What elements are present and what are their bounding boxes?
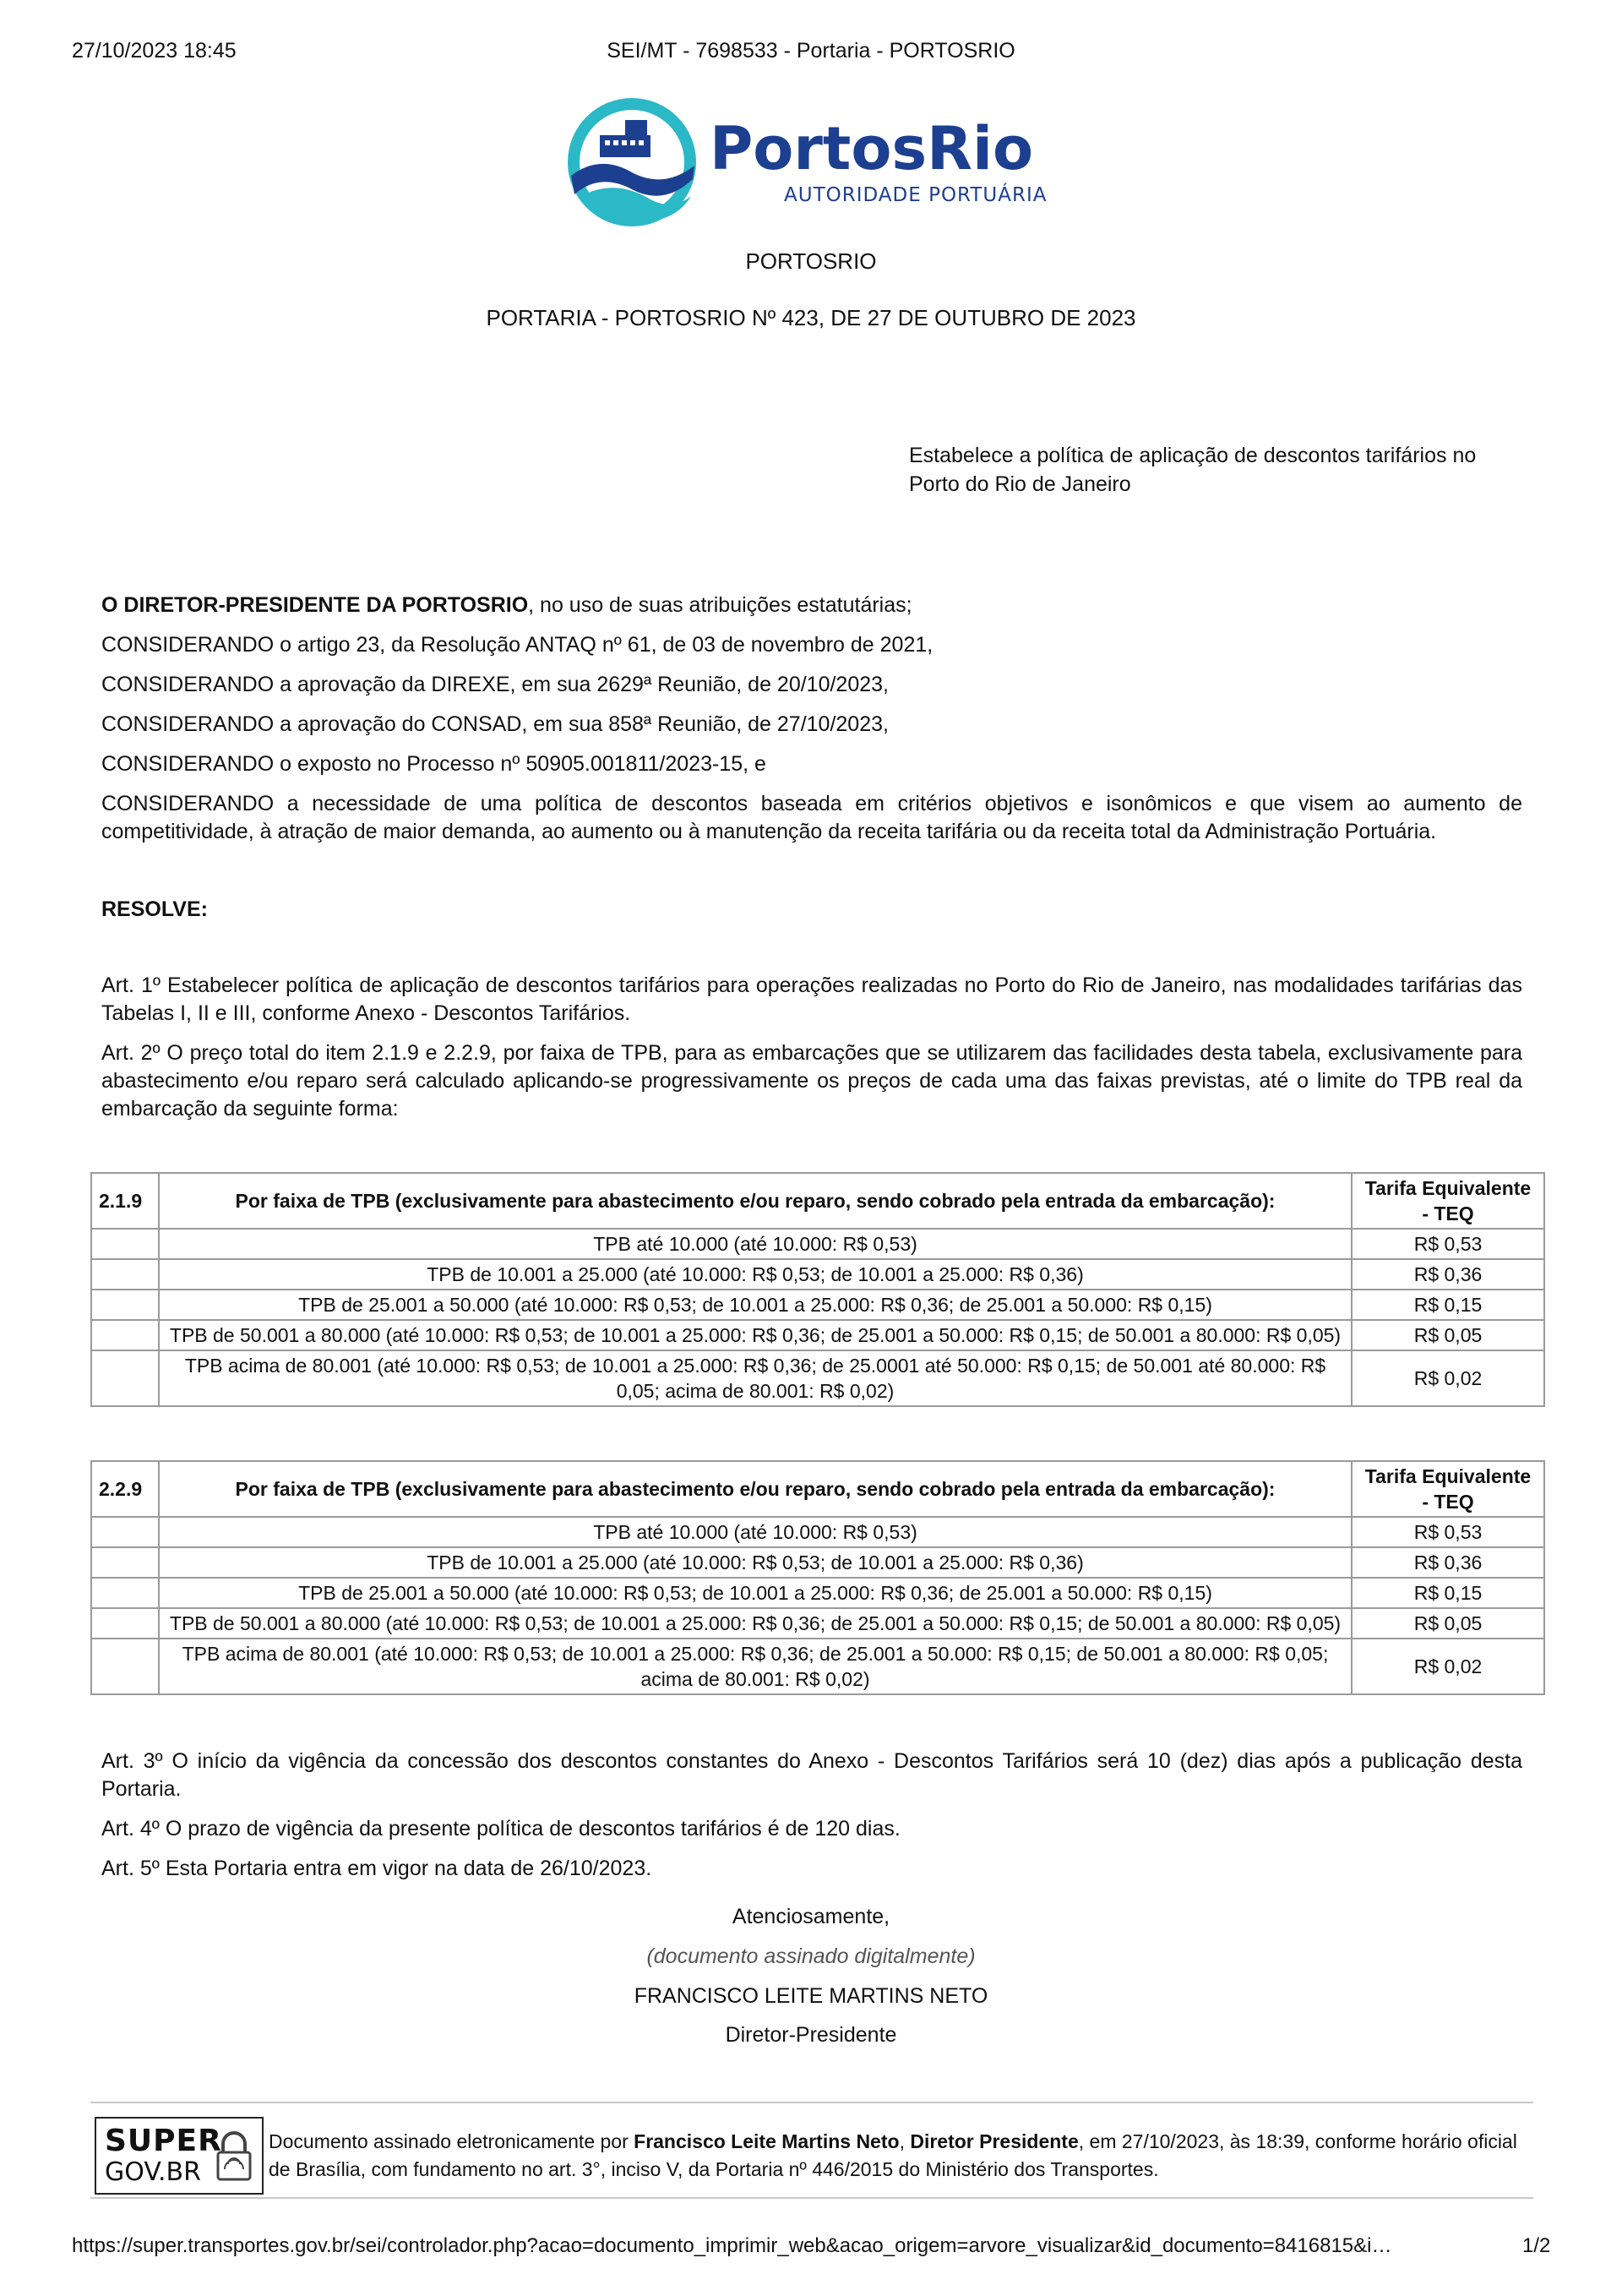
teq-header: Tarifa Equivalente - TEQ [1352, 1173, 1544, 1229]
table-row [91, 1547, 1544, 1578]
esig-signer: Francisco Leite Martins Neto [634, 2130, 900, 2152]
row-value: R$ 0,53 [1352, 1229, 1544, 1259]
director-rest: , no uso de suas atribuições estatutárias; [528, 593, 912, 617]
document-title: PORTARIA - PORTOSRIO Nº 423, DE 27 DE OUTUBRO DE 2023 [486, 305, 1136, 330]
row-value: R$ 0,15 [1352, 1290, 1544, 1320]
table-header: Por faixa de TPB (exclusivamente para abastecimento e/ou reparo, sendo cobrado pela entrada da embarcação): [159, 1461, 1352, 1517]
tariff-table-2-2-9 [90, 1460, 1545, 1695]
articles-1-2 [101, 972, 1522, 1123]
row-value: R$ 0,36 [1352, 1259, 1544, 1290]
signer-name: FRANCISCO LEITE MARTINS NETO [634, 1984, 988, 2008]
row-desc: TPB de 10.001 a 25.000 (até 10.000: R$ 0,53; de 10.001 a 25.000: R$ 0,36) [159, 1547, 1352, 1578]
director-bold: O DIRETOR-PRESIDENTE DA PORTOSRIO [101, 593, 529, 617]
ementa: Estabelece a política de aplicação de descontos tarifários no Porto do Rio de Janeiro [909, 444, 1477, 496]
digital-signature-text: (documento assinado digitalmente) [646, 1944, 976, 1968]
table-row [91, 1350, 1544, 1406]
row-value: R$ 0,02 [1352, 1350, 1544, 1406]
table-row [91, 1639, 1544, 1694]
considerando-4: CONSIDERANDO o exposto no Processo nº 50905.001811/2023-15, e [101, 752, 766, 776]
digital-signature-note [0, 1944, 1622, 1969]
article-4: Art. 4º O prazo de vigência da presente política de descontos tarifários é de 120 dias. [101, 1817, 901, 1841]
resolve-heading: RESOLVE: [101, 897, 208, 921]
table-header: Por faixa de TPB (exclusivamente para abastecimento e/ou reparo, sendo cobrado pela entrada da embarcação): [159, 1173, 1352, 1229]
super-govbr-stamp [95, 2117, 264, 2195]
article-3: Art. 3º O início da vigência da concessão dos descontos constantes do Anexo - Descontos Tarifários será 10 (dez) dias após a publicação desta Portaria. [101, 1749, 1522, 1801]
table-row [91, 1320, 1544, 1350]
esig-rest: , em 27/10/2023, às 18:39, conforme horário oficial de Brasília, com fundamento no art. 3°, inciso V, da Portaria nº 446/2015 do Ministério dos Transportes. [269, 2130, 1517, 2180]
logo-ship-icon [566, 95, 1056, 230]
row-value: R$ 0,05 [1352, 1608, 1544, 1639]
print-datetime: 27/10/2023 18:45 [72, 39, 237, 63]
article-5: Art. 5º Esta Portaria entra em vigor na data de 26/10/2023. [101, 1857, 652, 1880]
row-desc: TPB de 50.001 a 80.000 (até 10.000: R$ 0,53; de 10.001 a 25.000: R$ 0,36; de 25.001 a 50.000: R$ 0,15; de 50.001 a 80.000: R$ 0,05) [159, 1320, 1352, 1350]
row-desc: TPB até 10.000 (até 10.000: R$ 0,53) [159, 1517, 1352, 1547]
row-value: R$ 0,53 [1352, 1517, 1544, 1547]
table-row [91, 1290, 1544, 1320]
row-desc: TPB até 10.000 (até 10.000: R$ 0,53) [159, 1229, 1352, 1259]
esig-prefix: Documento assinado eletronicamente por [269, 2130, 634, 2152]
director-paragraph [101, 592, 1522, 619]
teq-header: Tarifa Equivalente - TEQ [1352, 1461, 1544, 1517]
closing: Atenciosamente, [732, 1905, 890, 1928]
article-2: Art. 2º O preço total do item 2.1.9 e 2.2.9, por faixa de TPB, para as embarcações que se utilizarem das facilidades desta tabela, exclusivamente para abastecimento e/ou reparo será calculado aplicando-se progressivamente os preços de cada uma das faixas previstas, até o limite do TPB real da embarcação da seguinte forma: [101, 1041, 1522, 1121]
articles-3-5 [101, 1748, 1522, 1883]
article-1: Art. 1º Estabelecer política de aplicação de descontos tarifários para operações realizadas no Porto do Rio de Janeiro, nas modalidades tarifárias das Tabelas I, II e III, conforme Anexo - Descontos Tarifários. [101, 973, 1522, 1025]
row-value: R$ 0,02 [1352, 1639, 1544, 1694]
considerando-1: CONSIDERANDO o artigo 23, da Resolução ANTAQ nº 61, de 03 de novembro de 2021, [101, 633, 933, 657]
esig-role: Diretor Presidente [910, 2130, 1079, 2152]
considerando-2: CONSIDERANDO a aprovação da DIREXE, em sua 2629ª Reunião, de 20/10/2023, [101, 673, 889, 696]
table-code: 2.2.9 [91, 1461, 159, 1517]
table-code: 2.1.9 [91, 1173, 159, 1229]
page-number: 1/2 [1522, 2234, 1551, 2257]
signer-role: Diretor-Presidente [725, 2023, 897, 2047]
row-desc: TPB de 10.001 a 25.000 (até 10.000: R$ 0,53; de 10.001 a 25.000: R$ 0,36) [159, 1259, 1352, 1290]
considerando-3: CONSIDERANDO a aprovação do CONSAD, em sua 858ª Reunião, de 27/10/2023, [101, 712, 889, 736]
row-value: R$ 0,05 [1352, 1320, 1544, 1350]
table-row [91, 1229, 1544, 1259]
row-desc: TPB acima de 80.001 (até 10.000: R$ 0,53; de 10.001 a 25.000: R$ 0,36; de 25.0001 até 50.000: R$ 0,15; de 50.001 até 80.000: R$ 0,05; acima de 80.001: R$ 0,02) [159, 1350, 1352, 1406]
table-row [91, 1259, 1544, 1290]
logo-wordmark: PortosRio [710, 114, 1034, 183]
table-row [91, 1517, 1544, 1547]
divider-bottom [90, 2197, 1533, 2199]
row-value: R$ 0,15 [1352, 1578, 1544, 1608]
org-heading: PORTOSRIO [745, 248, 877, 274]
esig-sep: , [899, 2130, 911, 2152]
padlock-icon [215, 2130, 253, 2183]
table-header-row [91, 1461, 1544, 1517]
e-signature-text [269, 2128, 1519, 2184]
row-desc: TPB acima de 80.001 (até 10.000: R$ 0,53; de 10.001 a 25.000: R$ 0,36; de 25.001 a 50.000: R$ 0,15; de 50.001 a 80.000: R$ 0,05; acima de 80.001: R$ 0,02) [159, 1639, 1352, 1694]
row-desc: TPB de 25.001 a 50.000 (até 10.000: R$ 0,53; de 10.001 a 25.000: R$ 0,36; de 25.001 a 50.000: R$ 0,15) [159, 1578, 1352, 1608]
table-row [91, 1578, 1544, 1608]
preamble [101, 592, 1522, 846]
row-value: R$ 0,36 [1352, 1547, 1544, 1578]
print-url: https://super.transportes.gov.br/sei/controlador.php?acao=documento_imprimir_web&acao_origem=arvore_visualizar&id_documento=8416815&i… [72, 2234, 1392, 2257]
stamp-super-text: SUPER [105, 2124, 222, 2158]
stamp-govbr-text: GOV.BR [105, 2157, 201, 2187]
table-row [91, 1608, 1544, 1639]
divider-top [90, 2102, 1533, 2103]
considerando-5: CONSIDERANDO a necessidade de uma política de descontos baseada em critérios objetivos e isonômicos e que visem ao aumento de competitividade, à atração de maior demanda, ao aumento ou à manutenção da receita tarifária ou da receita total da Administração Portuária. [101, 792, 1522, 843]
print-title: SEI/MT - 7698533 - Portaria - PORTOSRIO [607, 39, 1015, 63]
logo-subtitle: AUTORIDADE PORTUÁRIA [784, 184, 1048, 206]
table-header-row [91, 1173, 1544, 1229]
row-desc: TPB de 25.001 a 50.000 (até 10.000: R$ 0,53; de 10.001 a 25.000: R$ 0,36; de 25.001 a 50.000: R$ 0,15) [159, 1290, 1352, 1320]
tariff-table-2-1-9 [90, 1172, 1545, 1407]
portosrio-logo [566, 95, 1056, 230]
row-desc: TPB de 50.001 a 80.000 (até 10.000: R$ 0,53; de 10.001 a 25.000: R$ 0,36; de 25.001 a 50.000: R$ 0,15; de 50.001 a 80.000: R$ 0,05) [159, 1608, 1352, 1639]
